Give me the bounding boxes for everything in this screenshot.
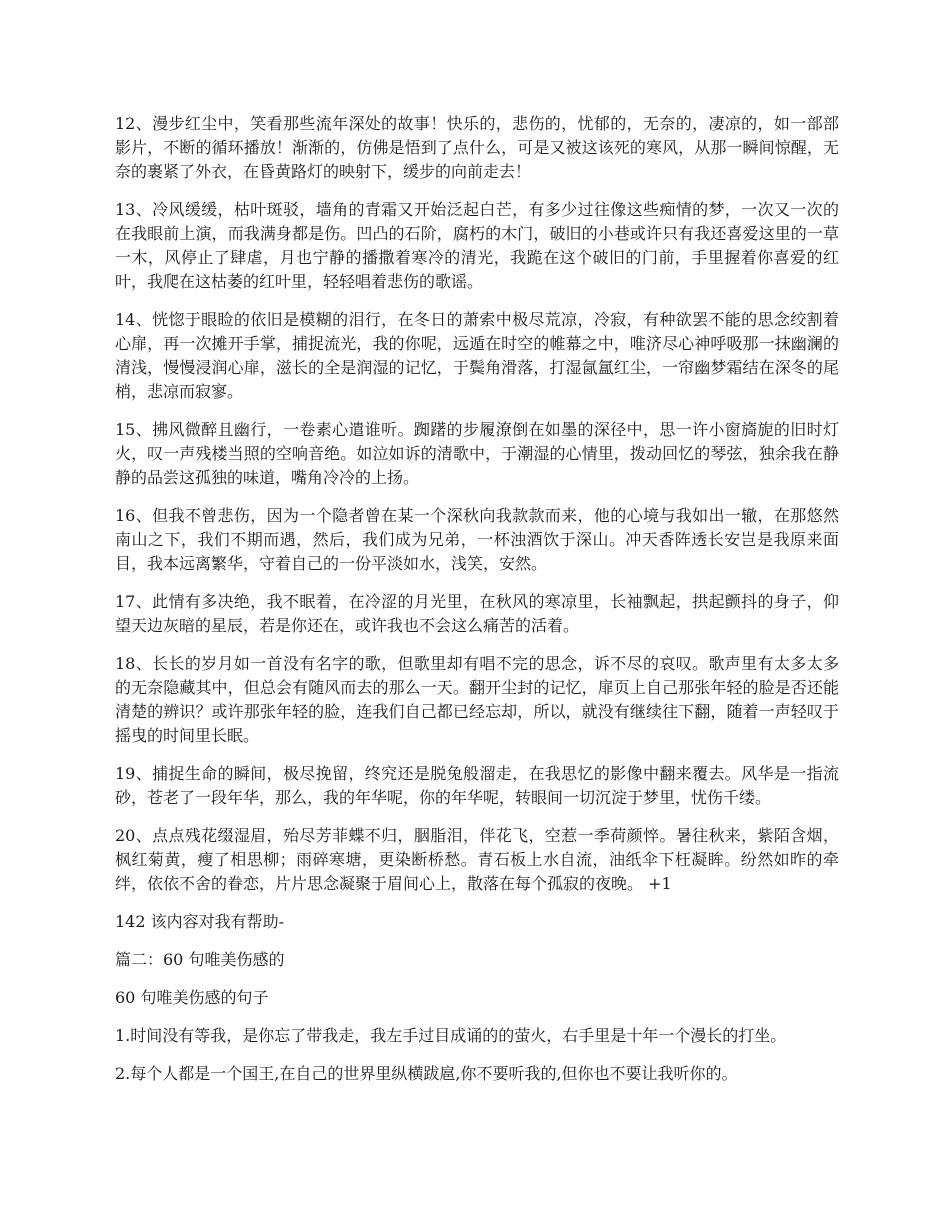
- sentence-1: 1.时间没有等我，是你忘了带我走，我左手过目成诵的的萤火，右手里是十年一个漫长的打坐。: [115, 1026, 787, 1045]
- helpful-count-line: 142 该内容对我有帮助-: [115, 912, 285, 931]
- paragraph-17: 17、此情有多决绝，我不眠着，在冷涩的月光里，在秋风的寒凉里，长袖飘起，拱起颤抖的身子，仰望天边灰暗的星辰，若是你还在，或许我也不会这么痛苦的活着。: [115, 592, 839, 635]
- paragraph-13: 13、冷风缓缓，枯叶斑驳，墙角的青霜又开始泛起白芒，有多少过往像这些痴情的梦，一次又一次的在我眼前上演，而我满身都是伤。凹凸的石阶，腐朽的木门，破旧的小巷或许只有我还喜爱这里的一草一木，风停止了肆虐，月也宁静的播撒着寒冷的清光，我跪在这个破旧的门前，手里握着你喜爱的红叶，我爬在这枯萎的红叶里，轻轻唱着悲伤的歌谣。: [115, 200, 839, 291]
- sentence-2: 2.每个人都是一个国王,在自己的世界里纵横跋扈,你不要听我的,但你也不要让我听你的。: [115, 1064, 738, 1083]
- section-subheading: 60 句唯美伤感的句子: [115, 988, 269, 1007]
- paragraph-14: 14、恍惚于眼睑的依旧是模糊的泪行，在冬日的萧索中极尽荒凉，冷寂，有种欲罢不能的思念绞割着心扉，再一次摊开手掌，捕捉流光，我的你呢，远遁在时空的帷幕之中，唯济尽心神呼吸那一抹幽澜的清浅，慢慢浸润心扉，滋长的全是润湿的记忆，于鬓角滑落，打湿氤氲红尘，一帘幽梦霜结在深冬的尾梢，悲凉而寂寥。: [115, 310, 839, 401]
- section-heading: 篇二：60 句唯美伤感的: [115, 950, 285, 969]
- paragraph-12: 12、漫步红尘中，笑看那些流年深处的故事！快乐的，悲伤的，忧郁的，无奈的，凄凉的，如一部部影片，不断的循环播放！渐渐的，仿佛是悟到了点什么，可是又被这该死的寒风，从那一瞬间惊醒，无奈的裹紧了外衣，在昏黄路灯的映射下，缓步的向前走去！: [115, 114, 839, 181]
- document-page: [115, 112, 839, 1100]
- paragraph-20: 20、点点残花缀湿眉，殆尽芳菲蝶不归，胭脂泪，伴花飞，空惹一季荷颜悴。暑往秋来，紫陌含烟，枫红菊黄，瘦了相思柳；雨碎寒塘，更染断桥愁。青石板上水自流，油纸伞下枉凝眸。纷然如昨的牵绊，依依不舍的眷恋，片片思念凝聚于眉间心上，散落在每个孤寂的夜晚。 +1: [115, 826, 839, 893]
- paragraph-19: 19、捕捉生命的瞬间，极尽挽留，终究还是脱兔般溜走，在我思忆的影像中翻来覆去。风华是一指流砂，苍老了一段年华，那么，我的年华呢，你的年华呢，转眼间一切沉淀于梦里，忧伤千缕。: [115, 764, 839, 807]
- paragraph-15: 15、拂风微醉且幽行，一卷素心遣谁听。踟躇的步履潦倒在如墨的深径中，思一许小窗旖旎的旧时灯火，叹一声残楼当照的空响音绝。如泣如诉的清歌中，于潮湿的心情里，拨动回忆的琴弦，独余我在静静的品尝这孤独的味道，嘴角冷冷的上扬。: [115, 420, 839, 487]
- paragraph-18: 18、长长的岁月如一首没有名字的歌，但歌里却有唱不完的思念，诉不尽的哀叹。歌声里有太多太多的无奈隐藏其中，但总会有随风而去的那么一天。翻开尘封的记忆，扉页上自己那张年轻的脸是否还能清楚的辨识？或许那张年轻的脸，连我们自己都已经忘却，所以，就没有继续往下翻，随着一声轻叹于摇曳的时间里长眠。: [115, 654, 839, 745]
- paragraph-16: 16、但我不曾悲伤，因为一个隐者曾在某一个深秋向我款款而来，他的心境与我如出一辙，在那悠然南山之下，我们不期而遇，然后，我们成为兄弟，一杯浊酒饮于深山。冲天香阵透长安岂是我原来面目，我本远离繁华，守着自己的一份平淡如水，浅笑，安然。: [115, 506, 839, 573]
